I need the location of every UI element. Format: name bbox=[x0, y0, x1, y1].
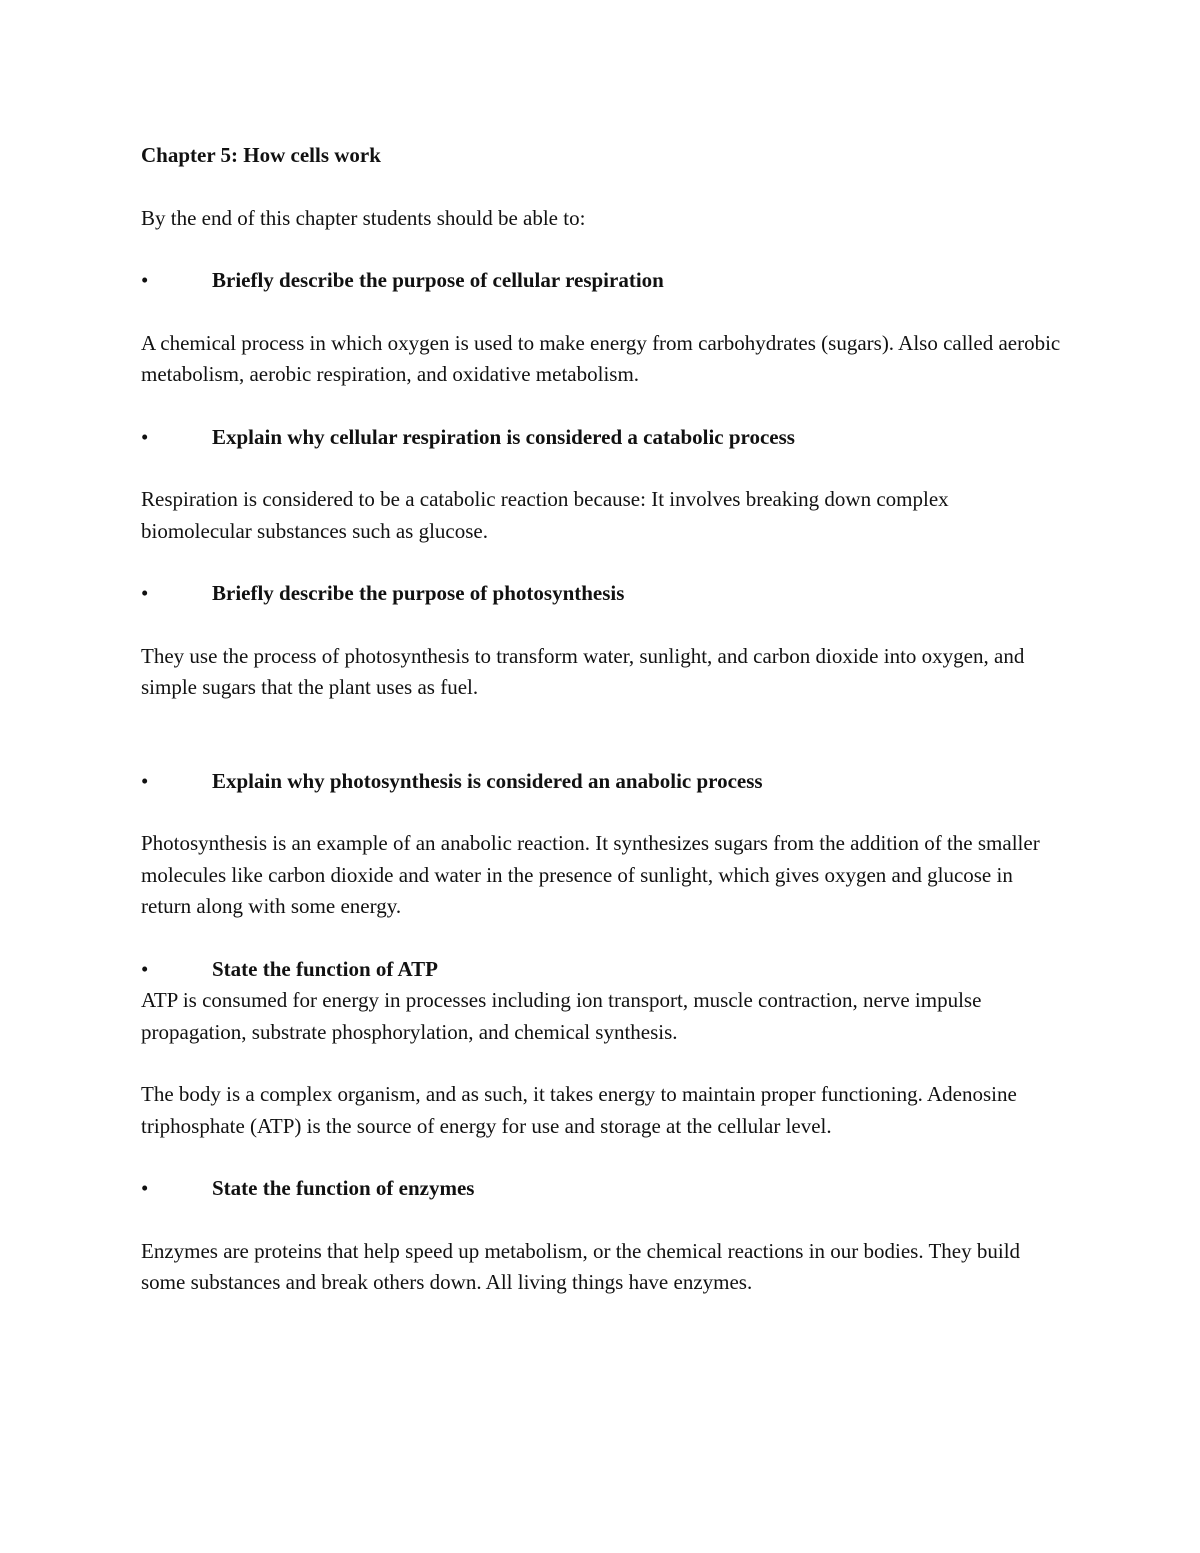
intro-text: By the end of this chapter students should be able to: bbox=[141, 205, 586, 230]
section-heading-text: Briefly describe the purpose of cellular respiration bbox=[212, 268, 664, 292]
section-paragraph: They use the process of photosynthesis to transform water, sunlight, and carbon dioxide into oxygen, and simple sugars that the plant uses as fuel. bbox=[141, 643, 1025, 699]
section-heading-text: Explain why cellular respiration is considered a catabolic process bbox=[212, 424, 795, 449]
section-heading-cellular-respiration bbox=[141, 265, 1061, 297]
section-paragraph: A chemical process in which oxygen is used to make energy from carbohydrates (sugars). Also called aerobic metabolism, aerobic respiration, and oxidative metabolism. bbox=[141, 330, 1061, 386]
section-paragraph: Enzymes are proteins that help speed up metabolism, or the chemical reactions in our bodies. They build some substances and break others down. All living things have enzymes. bbox=[141, 1238, 1021, 1294]
section-heading-photosynthesis bbox=[141, 578, 1061, 610]
section-paragraph: ATP is consumed for energy in processes including ion transport, muscle contraction, nerve impulse propagation, substrate phosphorylation, and chemical synthesis. bbox=[141, 988, 982, 1044]
bullet-icon: • bbox=[141, 1176, 149, 1200]
section-paragraph: Respiration is considered to be a catabolic reaction because: It involves breaking down complex biomolecular substances such as glucose. bbox=[141, 487, 949, 543]
page-title: Chapter 5: How cells work bbox=[141, 143, 381, 167]
bullet-icon: • bbox=[141, 424, 149, 449]
section-heading-text: Explain why photosynthesis is considered an anabolic process bbox=[212, 768, 763, 793]
document-page bbox=[141, 140, 1061, 1299]
section-heading-catabolic bbox=[141, 422, 1061, 454]
section-paragraph: The body is a complex organism, and as such, it takes energy to maintain proper functioning. Adenosine triphosphate (ATP) is the source of energy for use and storage at the cellular level. bbox=[141, 1082, 1017, 1138]
section-heading-enzymes bbox=[141, 1173, 1061, 1205]
section-paragraph: Photosynthesis is an example of an anabolic reaction. It synthesizes sugars from the addition of the smaller molecules like carbon dioxide and water in the presence of sunlight, which gives oxygen and glucose in return along with some energy. bbox=[141, 831, 1040, 918]
section-heading-text: State the function of ATP bbox=[212, 956, 438, 981]
bullet-icon: • bbox=[141, 581, 149, 605]
section-heading-text: State the function of enzymes bbox=[212, 1176, 475, 1200]
bullet-icon: • bbox=[141, 268, 149, 292]
section-heading-text: Briefly describe the purpose of photosynthesis bbox=[212, 581, 625, 605]
bullet-icon: • bbox=[141, 956, 149, 981]
section-heading-anabolic bbox=[141, 766, 1061, 798]
bullet-icon: • bbox=[141, 768, 149, 793]
section-heading-atp bbox=[141, 954, 1061, 986]
